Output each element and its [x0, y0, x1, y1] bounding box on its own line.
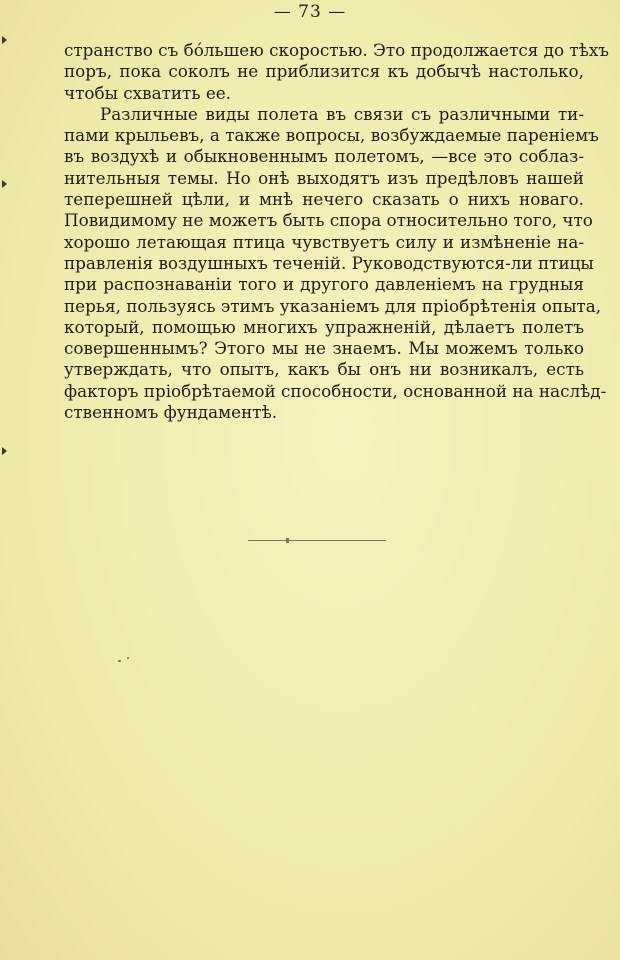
body-text: [64, 40, 609, 423]
text-line: Различные виды полета въ связи съ различными ти-: [100, 103, 584, 124]
text-line: ственномъ фундаментѣ.: [64, 402, 278, 423]
text-line: странство съ бо́льшею скоростью. Это продолжается до тѣхъ: [64, 40, 609, 60]
text-line: Повидимому не можетъ быть спора относительно того, что: [64, 210, 593, 231]
text-line: факторъ пріобрѣтаемой способности, основанной на наслѣд-: [64, 380, 607, 401]
text-line: который, помощью многихъ упражненій, дѣлаетъ полетъ: [64, 316, 584, 337]
margin-mark-icon: [2, 36, 7, 44]
text-line: поръ, пока соколъ не приблизится къ добычѣ настолько,: [64, 61, 584, 82]
text-line: совершеннымъ? Этого мы не знаемъ. Мы можемъ только: [64, 338, 584, 359]
paper-speck: [127, 657, 129, 659]
section-divider: [248, 540, 386, 541]
text-line: перья, пользуясь этимъ указаніемъ для пріобрѣтенія опыта,: [64, 295, 602, 316]
text-line: правленія воздушныхъ теченій. Руководствуются-ли птицы: [64, 252, 594, 273]
text-line: въ воздухѣ и обыкновеннымъ полетомъ, —все это соблаз-: [64, 146, 584, 167]
text-line: утверждать, что опытъ, какъ бы онъ ни возникалъ, есть: [64, 359, 584, 380]
text-line: теперешней цѣли, и мнѣ нечего сказать о нихъ новаго.: [64, 189, 584, 210]
text-line: чтобы схватить ее.: [64, 82, 232, 103]
margin-mark-icon: [2, 447, 7, 455]
text-line: нительныя темы. Но онѣ выходятъ изъ предѣловъ нашей: [64, 167, 584, 188]
text-line: пами крыльевъ, а также вопросы, возбуждаемые пареніемъ: [64, 125, 599, 146]
page-number: — 73 —: [273, 2, 347, 22]
paper-speck: [118, 660, 121, 662]
text-line: при распознаваніи того и другого давленіемъ на грудныя: [64, 274, 584, 295]
margin-mark-icon: [2, 180, 7, 188]
text-line: хорошо летающая птица чувствуетъ силу и измѣненіе на-: [64, 231, 584, 252]
